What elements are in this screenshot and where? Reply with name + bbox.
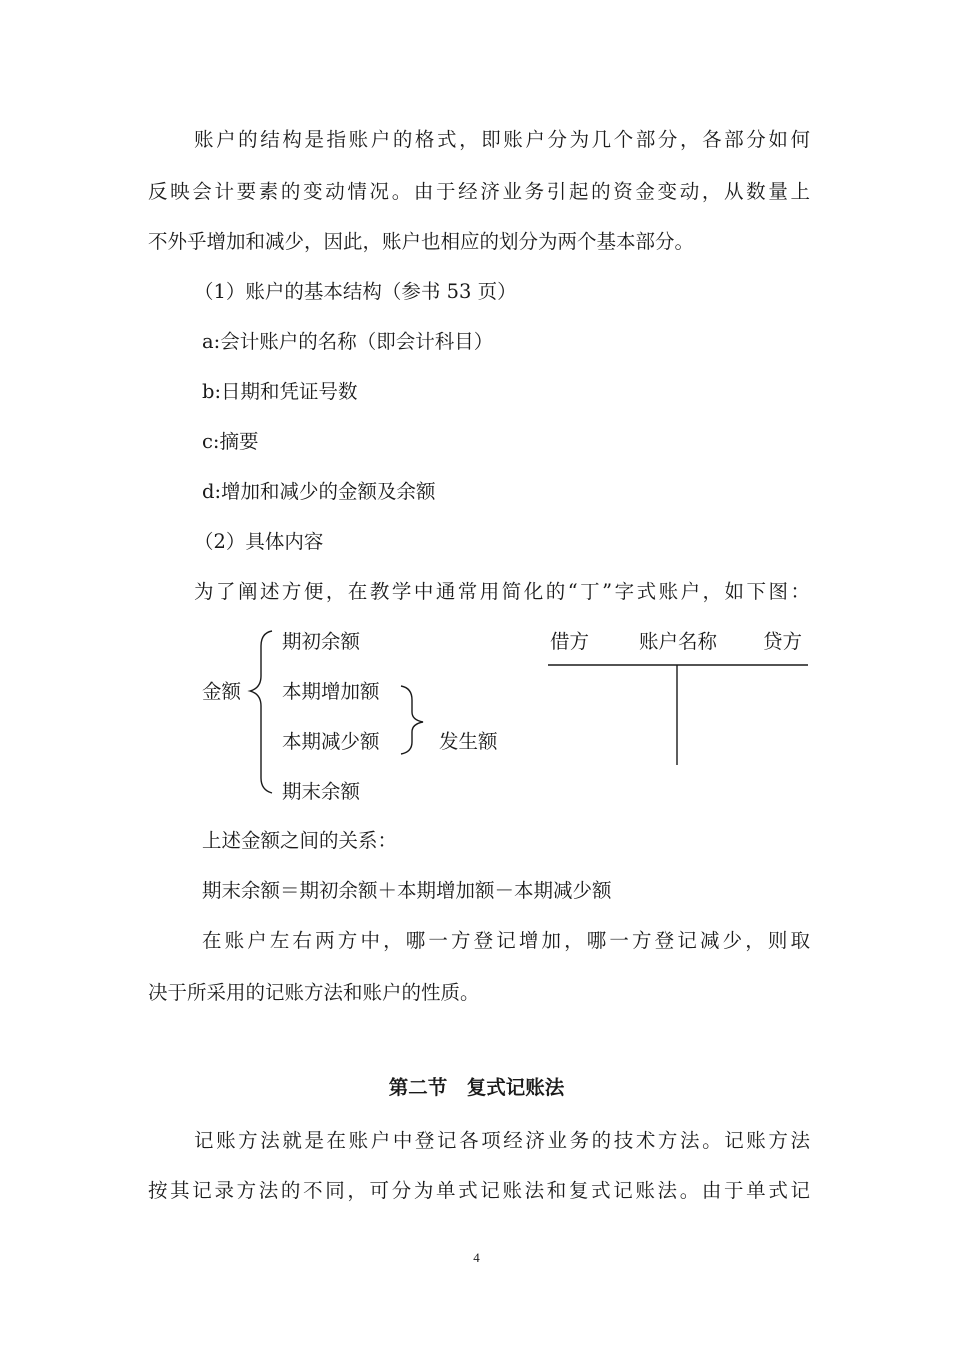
t-account-credit: 贷方 [763, 630, 803, 653]
occurrence-label: 发生额 [439, 730, 498, 753]
para3-line1: 记账方法就是在账户中登记各项经济业务的技术方法。记账方法 [194, 1129, 810, 1152]
occurrence-brace [401, 686, 423, 754]
section1-heading: （1）账户的基本结构（参书 53 页） [194, 280, 517, 303]
t-account-debit: 借方 [550, 630, 590, 653]
t-account-intro: 为了阐述方便，在教学中通常用简化的“丁”字式账户，如下图： [194, 580, 810, 603]
para2-line1: 在账户左右两方中，哪一方登记增加，哪一方登记减少，则取 [202, 929, 810, 952]
amount-group-label: 金额 [202, 680, 242, 703]
relation-intro: 上述金额之间的关系： [202, 829, 398, 852]
formula: 期末余额＝期初余额＋本期增加额－本期减少额 [202, 879, 612, 902]
amount-item-opening-balance: 期初余额 [282, 630, 361, 653]
amount-item-period-decrease: 本期减少额 [282, 730, 380, 753]
amount-brace [250, 631, 272, 793]
structure-item-c: c:摘要 [202, 430, 259, 453]
para2-line2: 决于所采用的记账方法和账户的性质。 [148, 981, 480, 1004]
section-title: 第二节 复式记账法 [388, 1076, 565, 1099]
structure-item-a: a:会计账户的名称（即会计科目） [202, 330, 494, 353]
para1-line2: 反映会计要素的变动情况。由于经济业务引起的资金变动，从数量上 [148, 180, 810, 203]
para3-line2: 按其记录方法的不同，可分为单式记账法和复式记账法。由于单式记 [148, 1179, 810, 1202]
para1-line3: 不外乎增加和减少，因此，账户也相应的划分为两个基本部分。 [148, 230, 695, 253]
amount-item-period-increase: 本期增加额 [282, 680, 380, 703]
structure-item-b: b:日期和凭证号数 [202, 380, 358, 403]
para1-line1: 账户的结构是指账户的格式，即账户分为几个部分，各部分如何 [194, 128, 810, 151]
structure-item-d: d:增加和减少的金额及余额 [202, 480, 436, 503]
page-number: 4 [473, 1250, 480, 1265]
section2-heading: （2）具体内容 [194, 530, 324, 553]
t-account-name: 账户名称 [639, 630, 718, 653]
amount-item-closing-balance: 期末余额 [282, 780, 361, 803]
